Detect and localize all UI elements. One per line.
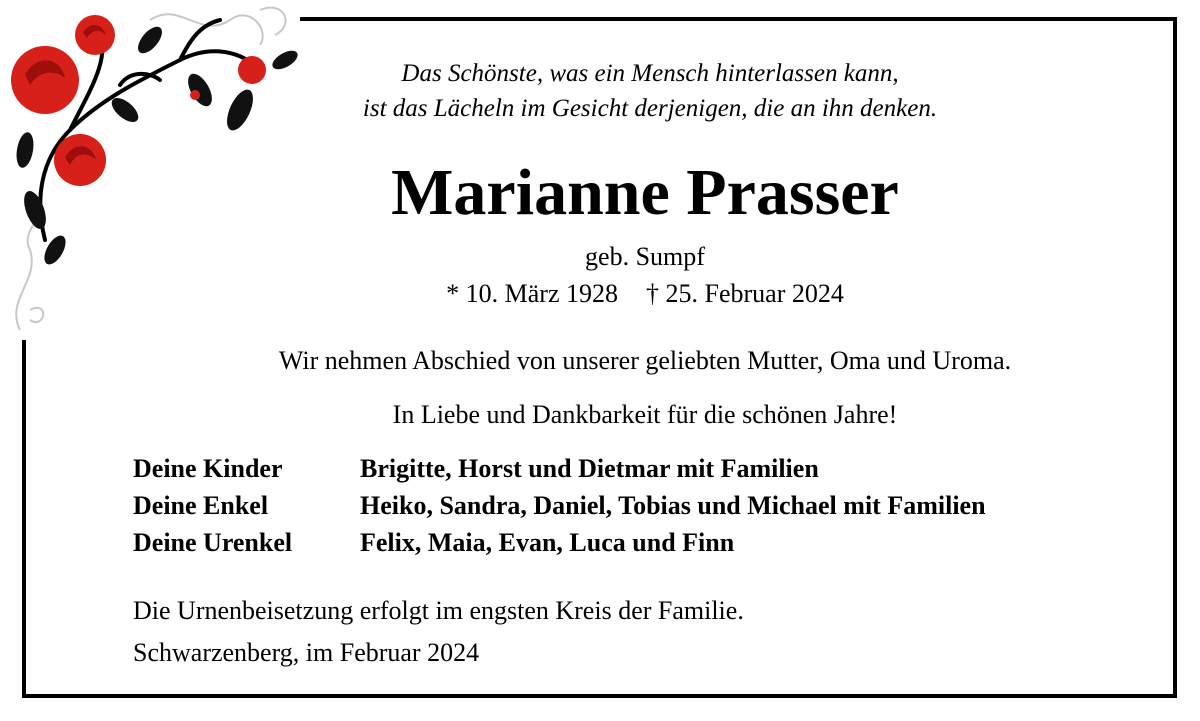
family-names: Felix, Maia, Evan, Luca und Finn [360,528,735,557]
family-row [133,524,986,561]
farewell-text: Wir nehmen Abschied von unserer geliebten Mutter, Oma und Uroma. [278,346,1012,375]
quote-line-2: ist das Lächeln im Gesicht derjenigen, die an ihn denken. [362,95,938,122]
family-relation: Deine Enkel [133,491,269,520]
birth-date: * 10. März 1928 [446,279,618,308]
birth-name: geb. Sumpf [585,242,705,271]
family-row [133,450,986,487]
quote-line-1: Das Schönste, was ein Mensch hinterlassen kann, [401,60,899,87]
death-date: † 25. Februar 2024 [646,279,844,308]
family-row [133,487,986,524]
family-relation: Deine Kinder [133,454,283,483]
deceased-name: Marianne Prasser [391,156,899,229]
footer [133,590,744,674]
family-relation: Deine Urenkel [133,528,293,557]
burial-note: Die Urnenbeisetzung erfolgt im engsten Kreis der Familie. [133,596,744,625]
family-names: Heiko, Sandra, Daniel, Tobias und Michael mit Familien [360,491,986,520]
rose-ornament [0,0,310,345]
family-names: Brigitte, Horst und Dietmar mit Familien [360,454,819,483]
family-list [133,450,986,561]
thanks-text: In Liebe und Dankbarkeit für die schönen Jahre! [392,400,898,429]
place-date: Schwarzenberg, im Februar 2024 [133,638,480,667]
life-dates [380,277,910,311]
